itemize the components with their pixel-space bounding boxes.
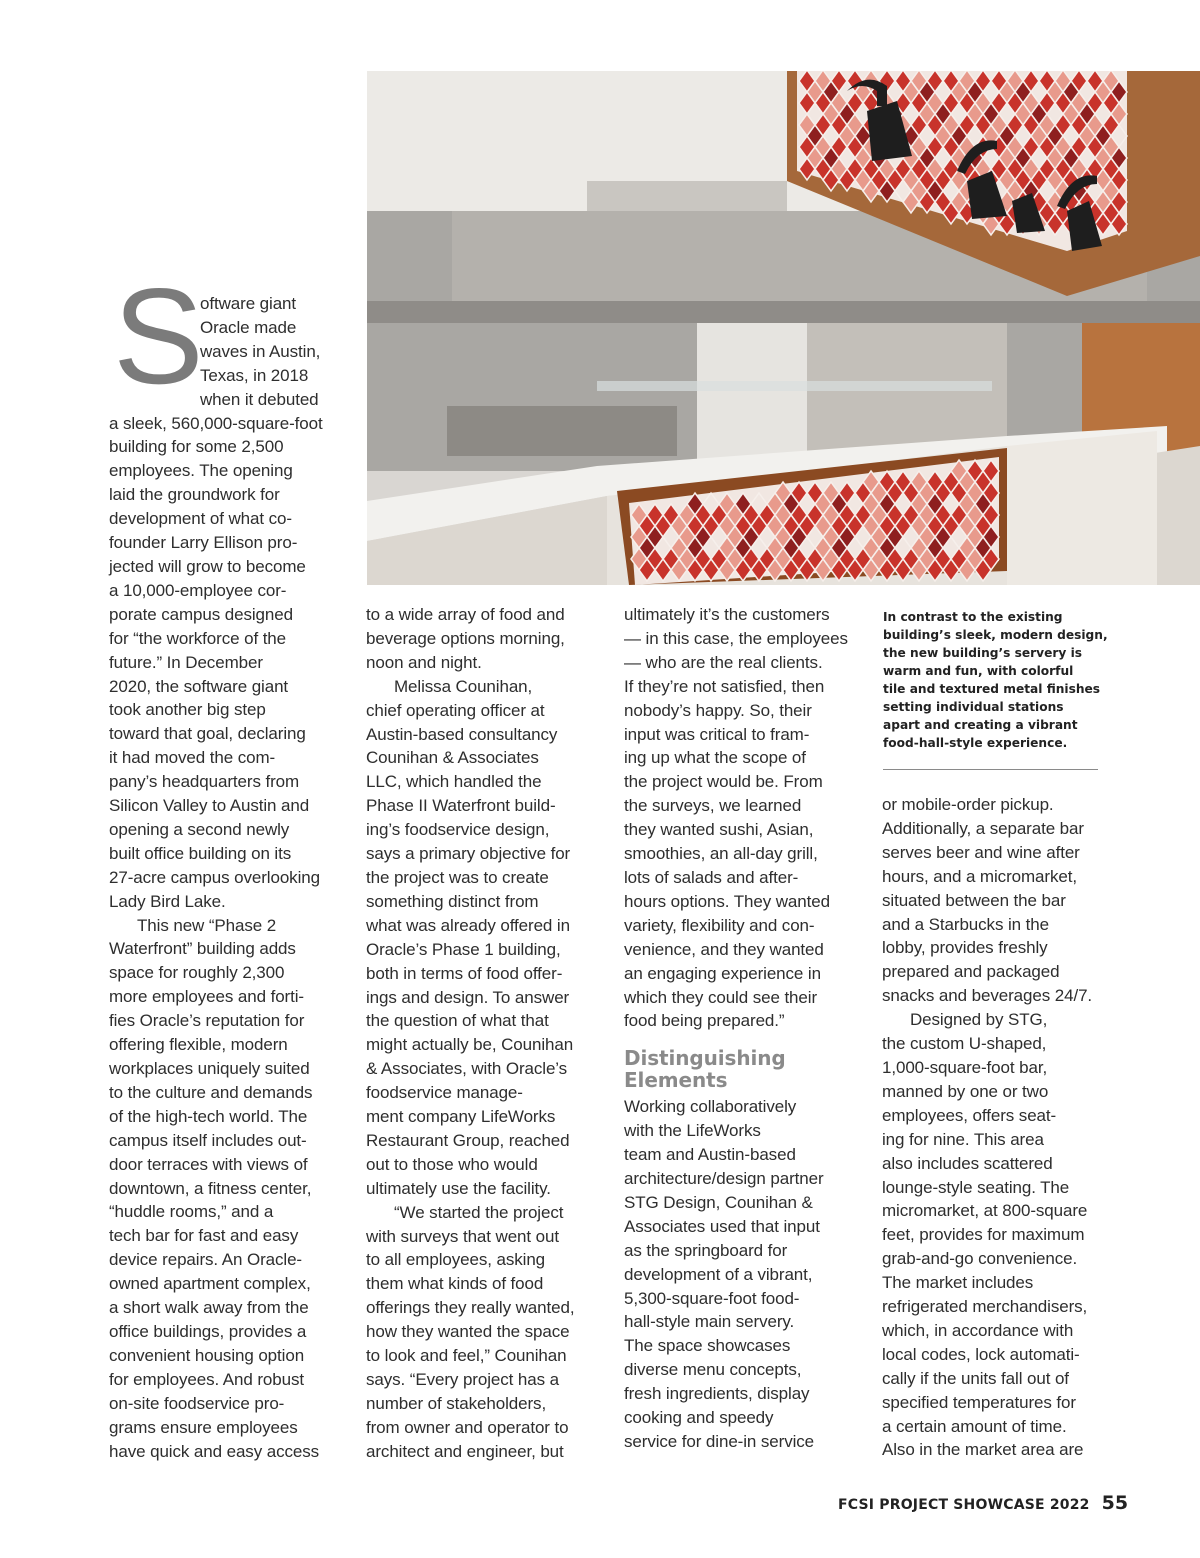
text-line: device repairs. An Oracle- bbox=[109, 1250, 302, 1270]
text-line: Working collaboratively bbox=[624, 1097, 797, 1117]
text-line: The space showcases bbox=[624, 1336, 791, 1356]
text-line: door terraces with views of bbox=[109, 1154, 308, 1174]
paragraph-counihan bbox=[366, 675, 598, 1201]
text-line: warm and fun, with colorful bbox=[883, 664, 1074, 678]
text-line: the surveys, we learned bbox=[624, 796, 802, 816]
text-line: input was critical to fram- bbox=[624, 724, 810, 744]
hood-top bbox=[587, 181, 787, 211]
text-line: ings and design. To answer bbox=[366, 987, 570, 1007]
page-footer bbox=[838, 1492, 1128, 1514]
text-line: grab-and-go convenience. bbox=[882, 1249, 1078, 1269]
text-line: grams ensure employees bbox=[109, 1417, 298, 1437]
text-line: diverse menu concepts, bbox=[624, 1360, 802, 1380]
text-line: might actually be, Counihan bbox=[366, 1035, 574, 1055]
text-line: the project would be. From bbox=[624, 772, 823, 792]
text-line: have quick and easy access bbox=[109, 1441, 320, 1461]
text-line: an engaging experience in bbox=[624, 963, 821, 983]
text-line: with the LifeWorks bbox=[624, 1121, 761, 1141]
text-line: serves beer and wine after bbox=[882, 842, 1080, 862]
text-line: office buildings, provides a bbox=[109, 1321, 307, 1341]
text-line: variety, flexibility and con- bbox=[624, 915, 815, 935]
text-line: or mobile-order pickup. bbox=[882, 795, 1054, 814]
text-line: the question of what that bbox=[366, 1011, 549, 1031]
paragraph-phase2 bbox=[109, 914, 341, 1464]
text-line: employees. The opening bbox=[109, 461, 293, 481]
text-line: service for dine-in service bbox=[624, 1432, 815, 1451]
text-line: with surveys that went out bbox=[366, 1226, 559, 1246]
section-subhead bbox=[624, 1047, 856, 1091]
text-line: & Associates, with Oracle’s bbox=[366, 1059, 568, 1079]
text-line: Oracle made bbox=[200, 317, 297, 337]
text-line: when it debuted bbox=[200, 389, 319, 409]
text-line: ing for nine. This area bbox=[882, 1129, 1044, 1149]
text-line: Counihan & Associates bbox=[366, 748, 539, 768]
text-line: smoothies, an all-day grill, bbox=[624, 844, 818, 864]
text-line: Elements bbox=[624, 1068, 728, 1093]
text-line: says a primary objective for bbox=[366, 844, 571, 864]
text-line: porate campus designed bbox=[109, 604, 293, 624]
text-line: “We started the project bbox=[394, 1202, 564, 1222]
text-line: This new “Phase 2 bbox=[137, 915, 277, 935]
text-line: a sleek, 560,000-square-foot bbox=[109, 413, 323, 433]
text-line: STG Design, Counihan & bbox=[624, 1192, 813, 1212]
text-line: tile and textured metal finishes bbox=[883, 682, 1101, 696]
servery-photo bbox=[367, 71, 1200, 585]
text-line: to a wide array of food and bbox=[366, 605, 565, 624]
text-line: a certain amount of time. bbox=[882, 1416, 1067, 1436]
text-line: situated between the bar bbox=[882, 890, 1066, 910]
text-line: snacks and beverages 24/7. bbox=[882, 986, 1093, 1006]
column-1 bbox=[109, 292, 341, 1463]
text-line: on-site foodservice pro- bbox=[109, 1393, 285, 1413]
text-line: Lady Bird Lake. bbox=[109, 891, 226, 911]
text-line: built office building on its bbox=[109, 843, 292, 863]
text-line: of the high-tech world. The bbox=[109, 1106, 308, 1126]
text-line: Additionally, a separate bar bbox=[882, 818, 1084, 838]
text-line: a 10,000-employee cor- bbox=[109, 580, 287, 600]
text-line: tech bar for fast and easy bbox=[109, 1226, 299, 1246]
text-line: owned apartment complex, bbox=[109, 1274, 311, 1294]
text-line: also includes scattered bbox=[882, 1153, 1053, 1173]
photo-caption bbox=[883, 608, 1108, 752]
text-line: Texas, in 2018 bbox=[200, 365, 309, 385]
paragraph-collaboration bbox=[624, 1095, 856, 1454]
text-line: — in this case, the employees bbox=[624, 628, 848, 648]
paragraph-quote-continued bbox=[624, 603, 856, 1033]
text-line: LLC, which handled the bbox=[366, 772, 542, 792]
text-line: noon and night. bbox=[366, 652, 482, 672]
text-line: fies Oracle’s reputation for bbox=[109, 1011, 305, 1031]
text-line: which, in accordance with bbox=[882, 1320, 1074, 1340]
caption-divider bbox=[883, 769, 1098, 770]
text-line: to the culture and demands bbox=[109, 1082, 313, 1102]
text-line: offering flexible, modern bbox=[109, 1035, 288, 1055]
text-line: both in terms of food offer- bbox=[366, 963, 563, 983]
text-line: as the springboard for bbox=[624, 1240, 788, 1260]
text-line: how they wanted the space bbox=[366, 1322, 570, 1342]
text-line: Melissa Counihan, bbox=[394, 676, 533, 696]
text-line: Distinguishing bbox=[624, 1046, 786, 1071]
text-line: the custom U-shaped, bbox=[882, 1034, 1047, 1054]
text-line: Austin-based consultancy bbox=[366, 724, 558, 744]
text-line: it had moved the com- bbox=[109, 748, 276, 768]
text-line: the new building’s servery is bbox=[883, 646, 1083, 660]
text-line: oftware giant bbox=[200, 294, 297, 313]
text-line: a short walk away from the bbox=[109, 1298, 309, 1318]
text-line: development of a vibrant, bbox=[624, 1264, 813, 1284]
text-line: to look and feel,” Counihan bbox=[366, 1346, 567, 1366]
text-line: apart and creating a vibrant bbox=[883, 718, 1078, 732]
text-line: jected will grow to become bbox=[109, 556, 306, 576]
text-line: ultimately use the facility. bbox=[366, 1178, 551, 1198]
text-line: out to those who would bbox=[366, 1154, 538, 1174]
text-line: laid the groundwork for bbox=[109, 485, 280, 505]
text-line: they wanted sushi, Asian, bbox=[624, 820, 814, 840]
text-line: feet, provides for maximum bbox=[882, 1225, 1085, 1245]
paragraph-intro bbox=[109, 292, 341, 914]
text-line: hall-style main servery. bbox=[624, 1312, 795, 1332]
text-line: 2020, the software giant bbox=[109, 676, 289, 696]
text-line: hours, and a micromarket, bbox=[882, 866, 1077, 886]
text-line: workplaces uniquely suited bbox=[109, 1059, 310, 1078]
text-line: from owner and operator to bbox=[366, 1417, 569, 1437]
text-line: Also in the market area are bbox=[882, 1440, 1084, 1460]
text-line: something distinct from bbox=[366, 891, 539, 911]
text-line: lounge-style seating. The bbox=[882, 1177, 1070, 1197]
text-line: Waterfront” building adds bbox=[109, 939, 296, 959]
text-line: nobody’s happy. So, their bbox=[624, 700, 812, 720]
text-line: setting individual stations bbox=[883, 700, 1064, 714]
text-line: ing up what the scope of bbox=[624, 748, 806, 768]
text-line: 5,300-square-foot food- bbox=[624, 1288, 800, 1308]
text-line: convenient housing option bbox=[109, 1345, 305, 1365]
hood-edge bbox=[367, 301, 1200, 323]
text-line: ultimately it’s the customers bbox=[624, 605, 830, 624]
text-line: number of stakeholders, bbox=[366, 1393, 547, 1413]
servery-illustration bbox=[367, 71, 1200, 585]
text-line: architecture/design partner bbox=[624, 1169, 824, 1189]
text-line: what was already offered in bbox=[366, 915, 570, 935]
text-line: downtown, a fitness center, bbox=[109, 1178, 312, 1198]
text-line: space for roughly 2,300 bbox=[109, 963, 285, 983]
text-line: opening a second newly bbox=[109, 819, 290, 839]
text-line: campus itself includes out- bbox=[109, 1130, 307, 1150]
page-number: 55 bbox=[1101, 1492, 1129, 1514]
back-counter bbox=[447, 406, 677, 456]
text-line: which they could see their bbox=[624, 987, 818, 1007]
text-line: lots of salads and after- bbox=[624, 867, 799, 887]
text-line: In contrast to the existing bbox=[883, 610, 1063, 624]
text-line: cally if the units fall out of bbox=[882, 1368, 1069, 1388]
publication-name: FCSI PROJECT SHOWCASE 2022 bbox=[838, 1497, 1090, 1513]
text-line: employees, offers seat- bbox=[882, 1105, 1057, 1125]
text-line: architect and engineer, but bbox=[366, 1441, 564, 1461]
counter-right bbox=[1007, 431, 1157, 585]
text-line: future.” In December bbox=[109, 652, 263, 672]
text-line: manned by one or two bbox=[882, 1081, 1049, 1101]
text-line: for employees. And robust bbox=[109, 1369, 305, 1389]
text-line: specified temperatures for bbox=[882, 1392, 1076, 1412]
text-line: chief operating officer at bbox=[366, 700, 545, 720]
text-line: Phase II Waterfront build- bbox=[366, 796, 556, 816]
text-line: and a Starbucks in the bbox=[882, 914, 1049, 934]
text-line: prepared and packaged bbox=[882, 962, 1060, 982]
column-2 bbox=[366, 603, 598, 1464]
text-line: for “the workforce of the bbox=[109, 628, 287, 648]
text-line: — who are the real clients. bbox=[624, 652, 823, 672]
text-line: offerings they really wanted, bbox=[366, 1298, 575, 1318]
text-line: “huddle rooms,” and a bbox=[109, 1202, 274, 1222]
text-line: waves in Austin, bbox=[200, 341, 321, 361]
text-line: more employees and forti- bbox=[109, 987, 304, 1007]
text-line: founder Larry Ellison pro- bbox=[109, 533, 298, 553]
paragraph-quote bbox=[366, 1201, 598, 1464]
text-line: food being prepared.” bbox=[624, 1011, 785, 1031]
text-line: 1,000-square-foot bar, bbox=[882, 1057, 1048, 1077]
text-line: says. “Every project has a bbox=[366, 1370, 559, 1389]
text-line: micromarket, at 800-square bbox=[882, 1201, 1088, 1221]
text-line: development of what co- bbox=[109, 509, 292, 529]
text-line: food-hall-style experience. bbox=[883, 736, 1068, 750]
text-line: lobby, provides freshly bbox=[882, 938, 1048, 958]
text-line: hours options. They wanted bbox=[624, 891, 830, 911]
text-line: If they’re not satisfied, then bbox=[624, 676, 825, 696]
text-line: to all employees, asking bbox=[366, 1250, 546, 1270]
text-line: the project was to create bbox=[366, 867, 549, 887]
text-line: ment company LifeWorks bbox=[366, 1107, 556, 1127]
text-line: Restaurant Group, reached bbox=[366, 1130, 570, 1150]
text-line: venience, and they wanted bbox=[624, 939, 824, 959]
column-3 bbox=[624, 603, 856, 1454]
text-line: Silicon Valley to Austin and bbox=[109, 796, 310, 816]
text-line: took another big step bbox=[109, 700, 266, 720]
text-line: foodservice manage- bbox=[366, 1083, 523, 1103]
text-line: Oracle’s Phase 1 building, bbox=[366, 939, 561, 959]
text-line: building for some 2,500 bbox=[109, 437, 284, 457]
text-line: ing’s foodservice design, bbox=[366, 820, 550, 840]
text-line: Designed by STG, bbox=[910, 1010, 1048, 1030]
text-line: local codes, lock automati- bbox=[882, 1344, 1080, 1364]
text-line: refrigerated merchandisers, bbox=[882, 1297, 1088, 1317]
text-line: team and Austin-based bbox=[624, 1145, 796, 1165]
text-line: toward that goal, declaring bbox=[109, 724, 306, 744]
paragraph-mobile-order bbox=[882, 793, 1114, 1008]
paragraph-bar bbox=[882, 1008, 1114, 1462]
text-line: Associates used that input bbox=[624, 1216, 820, 1236]
text-line: pany’s headquarters from bbox=[109, 772, 300, 792]
drop-cap: S bbox=[113, 260, 204, 412]
text-line: 27-acre campus overlooking bbox=[109, 867, 320, 887]
column-4 bbox=[882, 793, 1114, 1462]
sneeze-guard bbox=[597, 381, 992, 391]
text-line: The market includes bbox=[882, 1273, 1034, 1293]
text-line: cooking and speedy bbox=[624, 1408, 774, 1428]
text-line: fresh ingredients, display bbox=[624, 1384, 810, 1404]
paragraph-continued bbox=[366, 603, 598, 675]
text-line: building’s sleek, modern design, bbox=[883, 628, 1108, 642]
text-line: beverage options morning, bbox=[366, 628, 565, 648]
text-line: them what kinds of food bbox=[366, 1274, 544, 1294]
